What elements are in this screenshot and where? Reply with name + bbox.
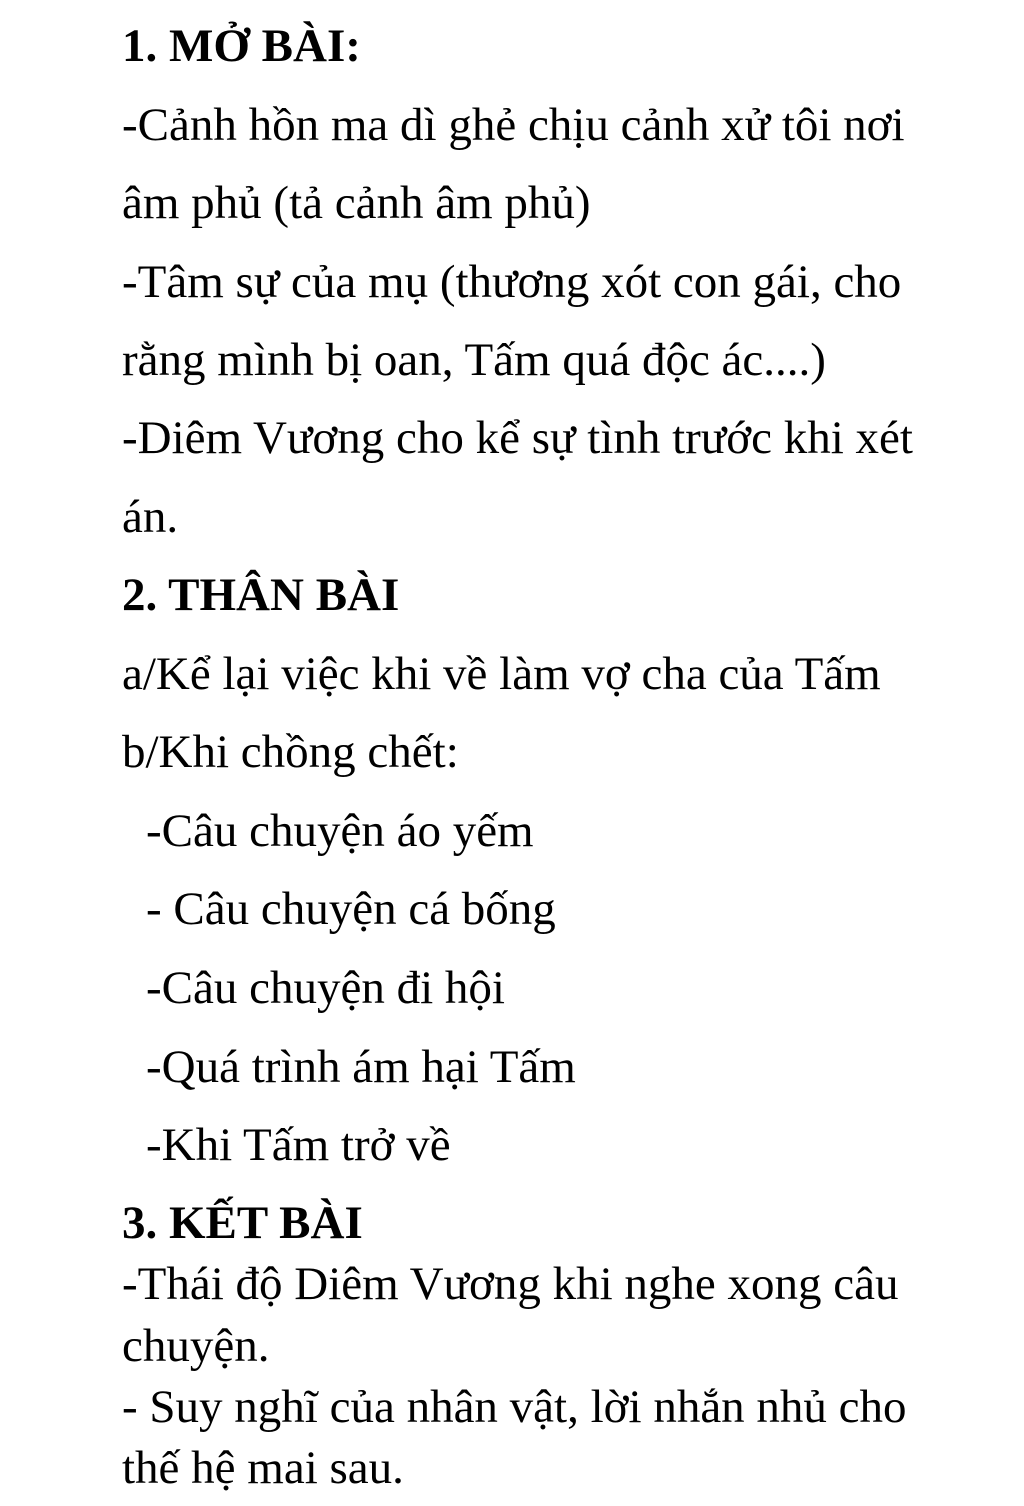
section-1-heading: 1. MỞ BÀI: [122, 20, 361, 72]
section-1-line: âm phủ (tả cảnh âm phủ) [122, 177, 591, 229]
section-2-line: a/Kể lại việc khi về làm vợ cha của Tấm [122, 648, 881, 700]
section-2-sub-item: -Câu chuyện áo yếm [146, 805, 534, 857]
section-3-line: - Suy nghĩ của nhân vật, lời nhắn nhủ cho [122, 1381, 907, 1433]
section-2-heading: 2. THÂN BÀI [122, 569, 400, 621]
section-3-heading: 3. KẾT BÀI [122, 1197, 363, 1249]
section-2-sub-item: - Câu chuyện cá bống [146, 883, 556, 935]
section-1-line: án. [122, 491, 179, 543]
section-3-line: -Thái độ Diêm Vương khi nghe xong câu [122, 1258, 899, 1310]
section-3-line: thế hệ mai sau. [122, 1442, 404, 1494]
section-2-sub-item: -Khi Tấm trở về [146, 1119, 451, 1171]
section-1-line: -Tâm sự của mụ (thương xót con gái, cho [122, 256, 902, 308]
section-1-line: rằng mình bị oan, Tấm quá độc ác....) [122, 334, 826, 386]
section-2-sub-item: -Câu chuyện đi hội [146, 962, 505, 1014]
section-2-line: b/Khi chồng chết: [122, 726, 459, 778]
section-3-line: chuyện. [122, 1320, 270, 1372]
section-1-line: -Diêm Vương cho kể sự tình trước khi xét [122, 412, 913, 464]
section-2-sub-item: -Quá trình ám hại Tấm [146, 1041, 576, 1093]
section-1-line: -Cảnh hồn ma dì ghẻ chịu cảnh xử tôi nơi [122, 99, 905, 151]
